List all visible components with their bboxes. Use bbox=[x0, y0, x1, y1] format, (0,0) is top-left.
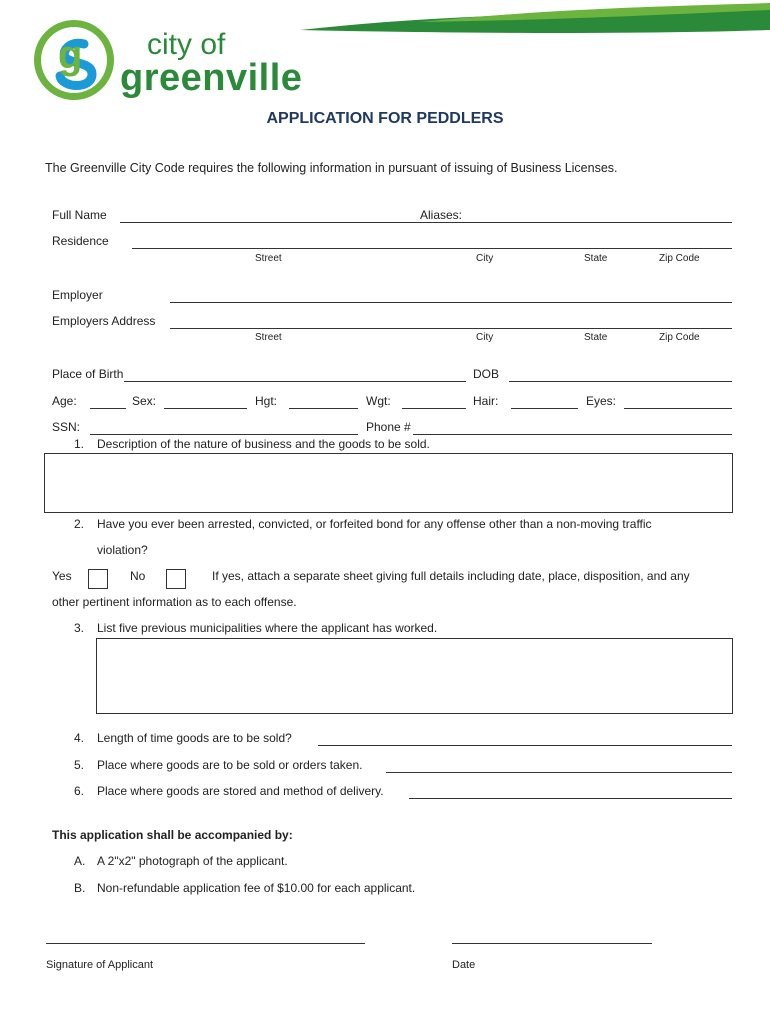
q3-text: List five previous municipalities where the applicant has worked. bbox=[97, 621, 438, 635]
q2-note-line2: other pertinent information as to each offense. bbox=[52, 595, 297, 609]
date-line[interactable] bbox=[452, 943, 652, 944]
q2-note-line1: If yes, attach a separate sheet giving full details including date, place, disposition, and any bbox=[212, 569, 690, 583]
place-of-birth-label: Place of Birth bbox=[52, 367, 124, 381]
svg-text:g: g bbox=[58, 33, 83, 77]
residence-city-caption: City bbox=[476, 253, 494, 264]
yes-checkbox[interactable] bbox=[88, 569, 108, 589]
q6-number: 6. bbox=[74, 784, 85, 798]
q4-line[interactable] bbox=[318, 745, 732, 746]
city-logo bbox=[32, 18, 332, 103]
employer-label: Employer bbox=[52, 288, 103, 302]
ssn-line[interactable] bbox=[90, 434, 358, 435]
dob-line[interactable] bbox=[509, 381, 732, 382]
greenville-g-emblem-icon bbox=[32, 18, 116, 102]
yes-label: Yes bbox=[52, 569, 72, 583]
employer-line[interactable] bbox=[170, 302, 732, 303]
employers-address-line[interactable] bbox=[170, 328, 732, 329]
sex-label: Sex: bbox=[132, 394, 157, 408]
q5-line[interactable] bbox=[386, 772, 732, 773]
sex-line[interactable] bbox=[164, 408, 247, 409]
logo-line2: greenville bbox=[120, 57, 303, 99]
accompany-a-label: A. bbox=[74, 854, 86, 868]
hgt-label: Hgt: bbox=[255, 394, 278, 408]
accompany-heading: This application shall be accompanied by: bbox=[52, 828, 293, 842]
hgt-line[interactable] bbox=[289, 408, 358, 409]
residence-label: Residence bbox=[52, 234, 109, 248]
residence-zip-caption: Zip Code bbox=[659, 253, 700, 264]
wgt-line[interactable] bbox=[402, 408, 466, 409]
age-line[interactable] bbox=[90, 408, 126, 409]
q3-answer-box[interactable] bbox=[96, 638, 733, 714]
page-title: APPLICATION FOR PEDDLERS bbox=[266, 110, 504, 127]
q1-number: 1. bbox=[74, 437, 85, 451]
q3-number: 3. bbox=[74, 621, 85, 635]
phone-line[interactable] bbox=[413, 434, 732, 435]
q1-text: Description of the nature of business and the goods to be sold. bbox=[97, 437, 430, 451]
wgt-label: Wgt: bbox=[366, 394, 391, 408]
accompany-b-label: B. bbox=[74, 881, 86, 895]
employer-state-caption: State bbox=[584, 332, 608, 343]
employer-street-caption: Street bbox=[255, 332, 282, 343]
full-name-line[interactable] bbox=[120, 222, 732, 223]
age-label: Age: bbox=[52, 394, 77, 408]
full-name-label: Full Name bbox=[52, 208, 107, 222]
signature-caption: Signature of Applicant bbox=[46, 959, 154, 971]
intro-text: The Greenville City Code requires the following information in pursuant of issuing of Business Licenses. bbox=[45, 161, 618, 175]
q6-text: Place where goods are stored and method of delivery. bbox=[97, 784, 384, 798]
no-label: No bbox=[130, 569, 146, 583]
q2-text-line1: Have you ever been arrested, convicted, or forfeited bond for any offense other than a non-moving traffic bbox=[97, 517, 652, 531]
aliases-label: Aliases: bbox=[420, 208, 463, 222]
eyes-label: Eyes: bbox=[586, 394, 617, 408]
logo-line1: city of bbox=[147, 28, 226, 61]
q5-text: Place where goods are to be sold or orders taken. bbox=[97, 758, 363, 772]
accompany-b-text: Non-refundable application fee of $10.00 for each applicant. bbox=[97, 881, 416, 895]
residence-line[interactable] bbox=[132, 248, 732, 249]
date-caption: Date bbox=[452, 959, 476, 971]
q2-text-line2: violation? bbox=[97, 543, 148, 557]
residence-street-caption: Street bbox=[255, 253, 282, 264]
hair-label: Hair: bbox=[473, 394, 499, 408]
q5-number: 5. bbox=[74, 758, 85, 772]
eyes-line[interactable] bbox=[624, 408, 732, 409]
employers-address-label: Employers Address bbox=[52, 314, 156, 328]
no-checkbox[interactable] bbox=[166, 569, 186, 589]
hair-line[interactable] bbox=[511, 408, 578, 409]
employer-zip-caption: Zip Code bbox=[659, 332, 700, 343]
q4-number: 4. bbox=[74, 731, 85, 745]
signature-line[interactable] bbox=[46, 943, 365, 944]
residence-state-caption: State bbox=[584, 253, 608, 264]
phone-label: Phone # bbox=[366, 420, 411, 434]
dob-label: DOB bbox=[473, 367, 500, 381]
accompany-a-text: A 2"x2" photograph of the applicant. bbox=[97, 854, 288, 868]
q6-line[interactable] bbox=[409, 798, 732, 799]
q1-answer-box[interactable] bbox=[44, 453, 733, 513]
place-of-birth-line[interactable] bbox=[124, 381, 466, 382]
ssn-label: SSN: bbox=[52, 420, 81, 434]
q4-text: Length of time goods are to be sold? bbox=[97, 731, 292, 745]
q2-number: 2. bbox=[74, 517, 85, 531]
employer-city-caption: City bbox=[476, 332, 494, 343]
